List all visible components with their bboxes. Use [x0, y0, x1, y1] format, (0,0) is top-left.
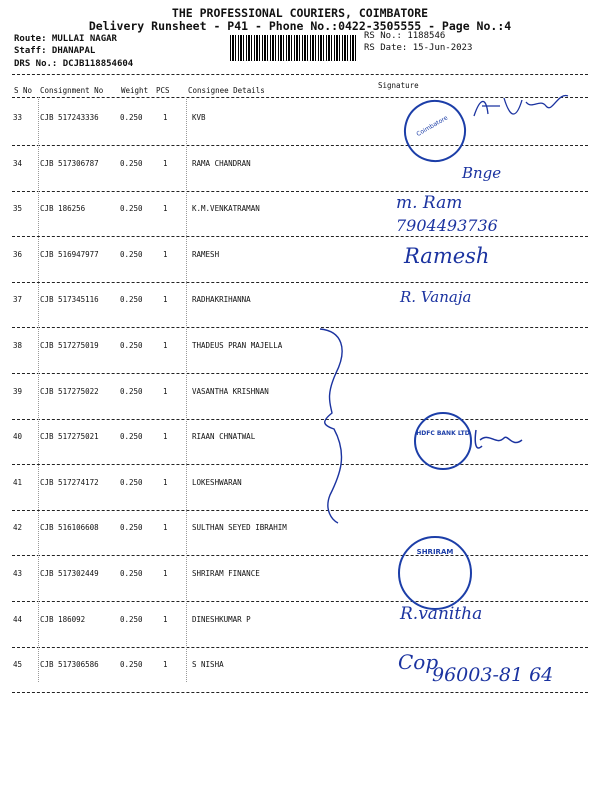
- row-divider: [12, 236, 588, 237]
- handwritten-brace-icon: [318, 325, 358, 525]
- cell-sno: 34: [13, 159, 23, 168]
- signature-40-icon: [470, 426, 530, 456]
- col-sno: S No: [14, 86, 33, 95]
- col-pcs: PCS: [156, 86, 170, 95]
- cell-weight: 0.250: [120, 615, 143, 624]
- drs-number: DRS No.: DCJB118854604: [14, 59, 134, 69]
- stamp-text: Coimbatore: [415, 114, 450, 139]
- barcode-image: [230, 35, 358, 61]
- cell-pcs: 1: [163, 432, 168, 441]
- cell-pcs: 1: [163, 159, 168, 168]
- cell-weight: 0.250: [120, 341, 143, 350]
- cell-consignment: CJB 516947977: [40, 250, 99, 259]
- cell-consignee: RAMA CHANDRAN: [192, 159, 251, 168]
- row-divider: [12, 510, 588, 511]
- col-weight: Weight: [121, 86, 149, 95]
- rs-number: RS No.: 1188546: [364, 31, 446, 41]
- rs-date: RS Date: 15-Jun-2023: [364, 43, 473, 53]
- row-divider: [12, 692, 588, 693]
- cell-consignment: CJB 517275022: [40, 387, 99, 396]
- cell-pcs: 1: [163, 523, 168, 532]
- cell-consignee: RAMESH: [192, 250, 220, 259]
- staff-label: Staff: DHANAPAL: [14, 46, 96, 56]
- row-divider: [12, 419, 588, 420]
- bank-stamp-hdfc: [414, 412, 472, 470]
- cell-pcs: 1: [163, 569, 168, 578]
- cell-pcs: 1: [163, 113, 168, 122]
- cell-pcs: 1: [163, 250, 168, 259]
- cell-pcs: 1: [163, 341, 168, 350]
- row-divider: [12, 601, 588, 602]
- signature-34: Bnge: [462, 164, 502, 182]
- cell-consignee: LOKESHWARAN: [192, 478, 242, 487]
- cell-pcs: 1: [163, 478, 168, 487]
- cell-consignee: THADEUS PRAN MAJELLA: [192, 341, 283, 350]
- row-divider: [12, 327, 588, 328]
- col-consignment: Consignment No: [40, 86, 104, 95]
- cell-consignee: DINESHKUMAR P: [192, 615, 251, 624]
- cell-consignee: RIAAN CHNATWAL: [192, 432, 256, 441]
- divider: [12, 74, 588, 75]
- cell-pcs: 1: [163, 615, 168, 624]
- cell-sno: 41: [13, 478, 23, 487]
- cell-weight: 0.250: [120, 478, 143, 487]
- cell-consignment: CJB 186256: [40, 204, 86, 213]
- cell-sno: 39: [13, 387, 23, 396]
- cell-sno: 36: [13, 250, 23, 259]
- signature-45-phone: 96003-81 64: [432, 664, 554, 686]
- cell-consignee: K.M.VENKATRAMAN: [192, 204, 260, 213]
- cell-weight: 0.250: [120, 113, 143, 122]
- cell-consignment: CJB 516106608: [40, 523, 99, 532]
- signature-35-phone: 7904493736: [396, 216, 498, 235]
- cell-weight: 0.250: [120, 569, 143, 578]
- cell-pcs: 1: [163, 660, 168, 669]
- cell-weight: 0.250: [120, 159, 143, 168]
- row-divider: [12, 191, 588, 192]
- signature-36: Ramesh: [404, 244, 490, 268]
- cell-weight: 0.250: [120, 204, 143, 213]
- company-title: THE PROFESSIONAL COURIERS, COIMBATORE: [171, 6, 429, 20]
- stamp-text: HDFC BANK LTD: [416, 430, 470, 437]
- cell-weight: 0.250: [120, 295, 143, 304]
- cell-consignment: CJB 517275019: [40, 341, 99, 350]
- cell-consignee: RADHAKRIHANNA: [192, 295, 251, 304]
- cell-consignment: CJB 517302449: [40, 569, 99, 578]
- cell-sno: 35: [13, 204, 23, 213]
- cell-consignment: CJB 517243336: [40, 113, 99, 122]
- cell-consignee: SULTHAN SEYED IBRAHIM: [192, 523, 287, 532]
- route-label: Route: MULLAI NAGAR: [14, 34, 117, 44]
- column-divider: [38, 97, 39, 682]
- signature-44: R.vanitha: [400, 604, 483, 624]
- cell-consignment: CJB 186092: [40, 615, 86, 624]
- cell-consignment: CJB 517274172: [40, 478, 99, 487]
- cell-pcs: 1: [163, 204, 168, 213]
- col-signature: Signature: [378, 81, 419, 90]
- cell-pcs: 1: [163, 295, 168, 304]
- cell-weight: 0.250: [120, 250, 143, 259]
- column-divider: [186, 97, 187, 682]
- bank-stamp-coimbatore: [393, 89, 478, 174]
- row-divider: [12, 555, 588, 556]
- col-consignee: Consignee Details: [188, 86, 265, 95]
- cell-consignment: CJB 517306586: [40, 660, 99, 669]
- cell-pcs: 1: [163, 387, 168, 396]
- cell-sno: 42: [13, 523, 23, 532]
- cell-sno: 45: [13, 660, 23, 669]
- cell-consignee: SHRIRAM FINANCE: [192, 569, 260, 578]
- cell-sno: 43: [13, 569, 23, 578]
- signature-37: R. Vanaja: [400, 288, 472, 306]
- runsheet-subtitle: Delivery Runsheet - P41 - Phone No.:0422-3505555 - Page No.:4: [88, 19, 512, 33]
- cell-consignee: S NISHA: [192, 660, 224, 669]
- cell-sno: 37: [13, 295, 23, 304]
- row-divider: [12, 373, 588, 374]
- cell-sno: 40: [13, 432, 23, 441]
- signature-45-name: Cop: [398, 650, 439, 674]
- row-divider: [12, 647, 588, 648]
- row-divider: [12, 464, 588, 465]
- cell-weight: 0.250: [120, 660, 143, 669]
- cell-consignee: VASANTHA KRISHNAN: [192, 387, 269, 396]
- signature-33-icon: [470, 88, 580, 128]
- company-stamp-shriram: [398, 536, 472, 610]
- row-divider: [12, 145, 588, 146]
- cell-consignment: CJB 517275021: [40, 432, 99, 441]
- cell-weight: 0.250: [120, 523, 143, 532]
- cell-consignment: CJB 517306787: [40, 159, 99, 168]
- stamp-text: SHRIRAM: [416, 548, 454, 556]
- cell-sno: 33: [13, 113, 23, 122]
- cell-consignee: KVB: [192, 113, 206, 122]
- row-divider: [12, 282, 588, 283]
- cell-consignment: CJB 517345116: [40, 295, 99, 304]
- cell-weight: 0.250: [120, 387, 143, 396]
- cell-sno: 44: [13, 615, 23, 624]
- signature-35-name: m. Ram: [396, 193, 463, 213]
- cell-sno: 38: [13, 341, 23, 350]
- cell-weight: 0.250: [120, 432, 143, 441]
